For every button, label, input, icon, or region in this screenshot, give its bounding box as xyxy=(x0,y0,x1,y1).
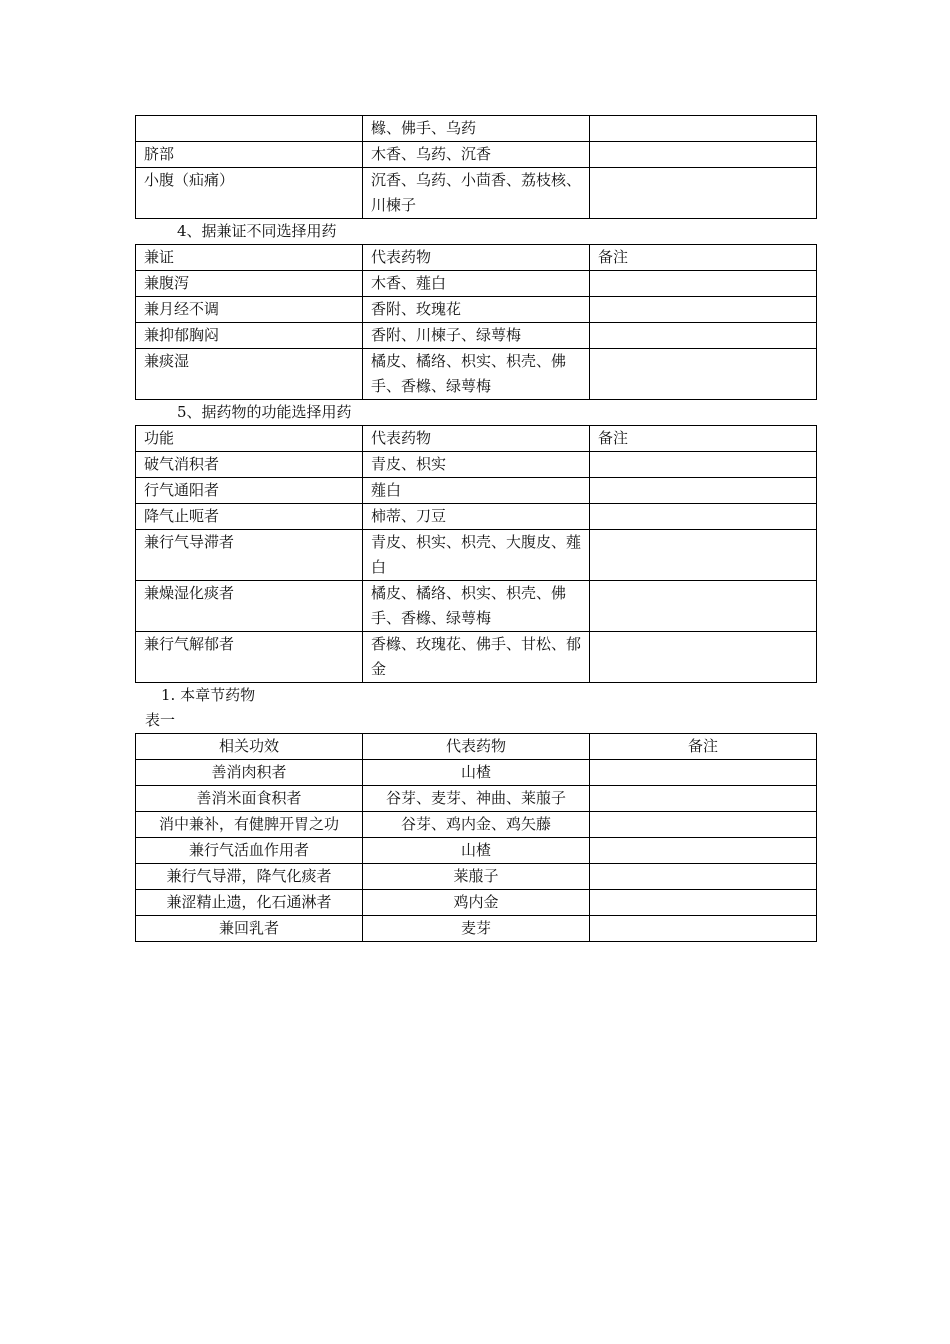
cell-effect: 兼回乳者 xyxy=(136,916,363,942)
chapter-heading: 1. 本章节药物 xyxy=(161,686,256,704)
cell-notes xyxy=(590,760,817,786)
cell-drugs: 莱菔子 xyxy=(363,864,590,890)
cell-drugs: 薤白 xyxy=(363,478,590,504)
cell-effect: 善消肉积者 xyxy=(136,760,363,786)
cell-function: 兼燥湿化痰者 xyxy=(136,581,363,632)
table-chapter-drugs xyxy=(135,733,817,942)
cell-function: 行气通阳者 xyxy=(136,478,363,504)
cell-drugs: 木香、乌药、沉香 xyxy=(363,142,590,168)
header-function: 功能 xyxy=(136,426,363,452)
table-row xyxy=(136,452,817,478)
cell-notes xyxy=(590,478,817,504)
table-row xyxy=(136,786,817,812)
cell-drugs: 橘皮、橘络、枳实、枳壳、佛手、香橼、绿萼梅 xyxy=(363,581,590,632)
header-drugs: 代表药物 xyxy=(363,245,590,271)
cell-drugs: 沉香、乌药、小茴香、荔枝核、川楝子 xyxy=(363,168,590,219)
cell-symptom: 兼抑郁胸闷 xyxy=(136,323,363,349)
cell-notes xyxy=(590,786,817,812)
cell-drugs: 木香、薤白 xyxy=(363,271,590,297)
header-drugs: 代表药物 xyxy=(363,426,590,452)
cell-notes xyxy=(590,168,817,219)
cell-drugs: 香附、川楝子、绿萼梅 xyxy=(363,323,590,349)
cell-notes xyxy=(590,452,817,478)
table-row xyxy=(136,760,817,786)
cell-drugs: 橼、佛手、乌药 xyxy=(363,116,590,142)
cell-notes xyxy=(590,632,817,683)
cell-function: 降气止呃者 xyxy=(136,504,363,530)
table-header-row xyxy=(136,426,817,452)
table-row xyxy=(136,812,817,838)
header-notes: 备注 xyxy=(590,734,817,760)
cell-symptom: 兼腹泻 xyxy=(136,271,363,297)
header-notes: 备注 xyxy=(590,245,817,271)
cell-effect: 兼行气活血作用者 xyxy=(136,838,363,864)
cell-function: 兼行气解郁者 xyxy=(136,632,363,683)
table-header-row xyxy=(136,245,817,271)
table-row xyxy=(136,168,817,219)
cell-effect: 兼行气导滞，降气化痰者 xyxy=(136,864,363,890)
table-row xyxy=(136,349,817,400)
cell-notes xyxy=(590,271,817,297)
cell-location: 脐部 xyxy=(136,142,363,168)
cell-drugs: 麦芽 xyxy=(363,916,590,942)
cell-notes xyxy=(590,323,817,349)
section-4-heading: 4、据兼证不同选择用药 xyxy=(177,222,337,240)
cell-notes xyxy=(590,349,817,400)
table-row xyxy=(136,838,817,864)
cell-notes xyxy=(590,812,817,838)
section-5-heading: 5、据药物的功能选择用药 xyxy=(177,403,352,421)
cell-notes xyxy=(590,838,817,864)
cell-drugs: 谷芽、麦芽、神曲、莱菔子 xyxy=(363,786,590,812)
cell-effect: 消中兼补，有健脾开胃之功 xyxy=(136,812,363,838)
cell-drugs: 谷芽、鸡内金、鸡矢藤 xyxy=(363,812,590,838)
table-row xyxy=(136,478,817,504)
cell-function: 破气消积者 xyxy=(136,452,363,478)
cell-effect: 善消米面食积者 xyxy=(136,786,363,812)
table-row xyxy=(136,323,817,349)
cell-drugs: 鸡内金 xyxy=(363,890,590,916)
table-header-row xyxy=(136,734,817,760)
cell-notes xyxy=(590,530,817,581)
table-row xyxy=(136,864,817,890)
header-notes: 备注 xyxy=(590,426,817,452)
table-row xyxy=(136,271,817,297)
cell-drugs: 山楂 xyxy=(363,760,590,786)
table-row xyxy=(136,916,817,942)
cell-notes xyxy=(590,864,817,890)
table-row xyxy=(136,116,817,142)
cell-drugs: 橘皮、橘络、枳实、枳壳、佛手、香橼、绿萼梅 xyxy=(363,349,590,400)
table-row xyxy=(136,581,817,632)
table-caption: 表一 xyxy=(145,711,176,729)
cell-symptom: 兼痰湿 xyxy=(136,349,363,400)
table-row xyxy=(136,142,817,168)
cell-notes xyxy=(590,890,817,916)
table-row xyxy=(136,632,817,683)
header-drugs: 代表药物 xyxy=(363,734,590,760)
cell-notes xyxy=(590,142,817,168)
cell-notes xyxy=(590,581,817,632)
table-concurrent-symptoms xyxy=(135,244,817,400)
cell-location xyxy=(136,116,363,142)
cell-function: 兼行气导滞者 xyxy=(136,530,363,581)
cell-drugs: 青皮、枳实、枳壳、大腹皮、薤白 xyxy=(363,530,590,581)
cell-notes xyxy=(590,297,817,323)
header-effect: 相关功效 xyxy=(136,734,363,760)
cell-notes xyxy=(590,116,817,142)
cell-notes xyxy=(590,916,817,942)
document-page xyxy=(135,115,816,942)
table-row xyxy=(136,890,817,916)
table-location-continued xyxy=(135,115,817,219)
cell-drugs: 青皮、枳实 xyxy=(363,452,590,478)
cell-notes xyxy=(590,504,817,530)
cell-drugs: 山楂 xyxy=(363,838,590,864)
header-symptom: 兼证 xyxy=(136,245,363,271)
cell-drugs: 香橼、玫瑰花、佛手、甘松、郁金 xyxy=(363,632,590,683)
cell-drugs: 柿蒂、刀豆 xyxy=(363,504,590,530)
cell-effect: 兼涩精止遗，化石通淋者 xyxy=(136,890,363,916)
table-row xyxy=(136,504,817,530)
table-drug-functions xyxy=(135,425,817,683)
cell-location: 小腹（疝痛） xyxy=(136,168,363,219)
cell-symptom: 兼月经不调 xyxy=(136,297,363,323)
table-row xyxy=(136,297,817,323)
table-row xyxy=(136,530,817,581)
cell-drugs: 香附、玫瑰花 xyxy=(363,297,590,323)
